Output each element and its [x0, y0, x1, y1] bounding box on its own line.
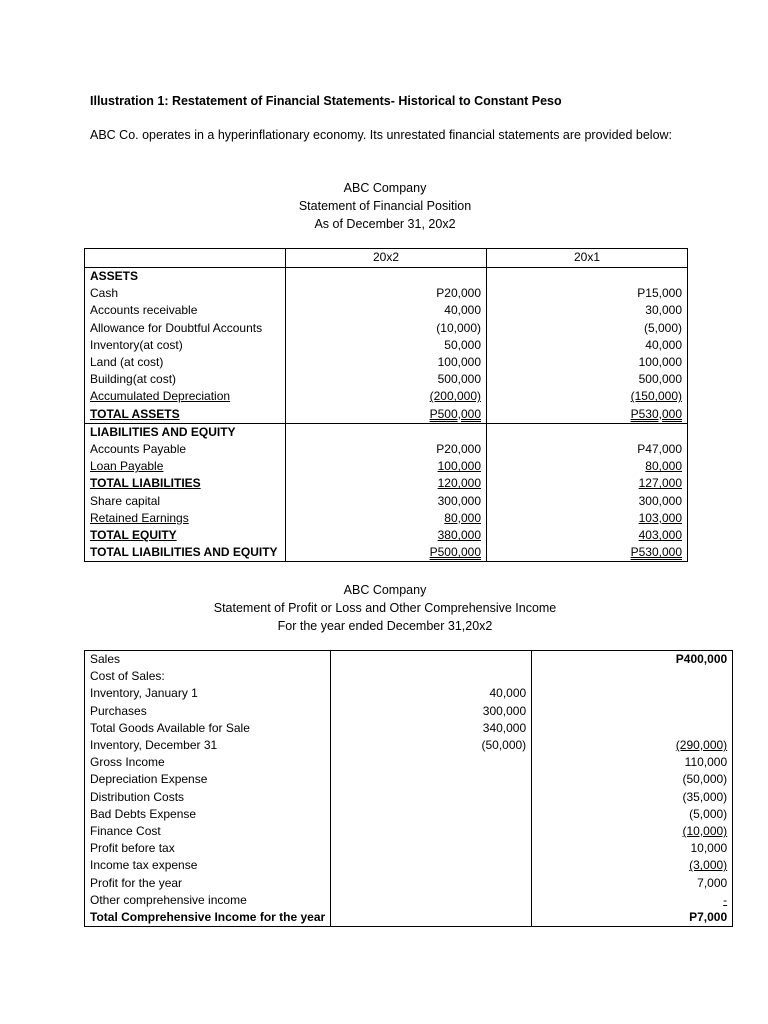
table-row	[85, 423, 688, 441]
table-row	[85, 668, 733, 685]
row-label: Purchases	[85, 703, 331, 720]
row-value-detail	[331, 789, 532, 806]
row-value-20x2: 50,000	[286, 337, 487, 354]
spl-date: For the year ended December 31,20x2	[277, 619, 493, 633]
row-value-20x2	[286, 268, 487, 286]
row-value-20x2: 100,000	[286, 354, 487, 371]
row-label: Accounts Payable	[85, 441, 286, 458]
table-row	[85, 388, 688, 405]
value-text: P500,000	[429, 545, 481, 560]
row-label-text: Accumulated Depreciation	[90, 389, 231, 404]
row-label	[85, 458, 286, 475]
row-label: Depreciation Expense	[85, 771, 331, 788]
value-text: 403,000	[638, 528, 682, 543]
row-label	[85, 388, 286, 405]
row-value-20x2: 500,000	[286, 371, 487, 388]
row-label: Cost of Sales:	[85, 668, 331, 685]
row-value-20x2: P20,000	[286, 441, 487, 458]
row-value-20x1	[487, 544, 688, 562]
table-row	[85, 806, 733, 823]
table-row	[85, 510, 688, 527]
row-label-text: TOTAL LIABILITIES	[90, 476, 201, 491]
row-value-20x2: 40,000	[286, 302, 487, 319]
value-text: -	[723, 892, 728, 907]
table-row	[85, 320, 688, 337]
row-value-detail: 300,000	[331, 703, 532, 720]
row-value-total	[532, 823, 733, 840]
row-value-detail: 340,000	[331, 720, 532, 737]
table-row	[85, 406, 688, 424]
row-label: Total Goods Available for Sale	[85, 720, 331, 737]
table-row	[85, 458, 688, 475]
row-value-20x1: (5,000)	[487, 320, 688, 337]
row-value-20x2	[286, 510, 487, 527]
sfp-company: ABC Company	[343, 181, 427, 195]
row-value-total: P7,000	[532, 909, 733, 927]
table-row	[85, 823, 733, 840]
row-value-total	[532, 720, 733, 737]
row-value-detail: (50,000)	[331, 737, 532, 754]
row-label-text: TOTAL ASSETS	[90, 406, 180, 421]
table-row	[85, 840, 733, 857]
row-value-total: (50,000)	[532, 771, 733, 788]
table-row	[85, 857, 733, 874]
row-value-20x2	[286, 544, 487, 562]
table-row	[85, 651, 733, 669]
table-row	[85, 789, 733, 806]
sfp-header-row	[85, 249, 688, 268]
row-value-20x1: P47,000	[487, 441, 688, 458]
row-value-20x2: P20,000	[286, 285, 487, 302]
row-value-total	[532, 668, 733, 685]
row-value-20x2	[286, 475, 487, 492]
row-value-total: 110,000	[532, 754, 733, 771]
table-row	[85, 720, 733, 737]
row-label: Sales	[85, 651, 331, 669]
row-value-detail	[331, 771, 532, 788]
row-value-detail	[331, 668, 532, 685]
table-row	[85, 754, 733, 771]
value-text: P500,000	[429, 406, 481, 421]
row-label: Distribution Costs	[85, 789, 331, 806]
row-label: Cash	[85, 285, 286, 302]
row-label-text: TOTAL EQUITY	[90, 528, 177, 543]
value-text: 120,000	[437, 476, 481, 491]
row-value-20x2	[286, 406, 487, 424]
value-text: 100,000	[437, 459, 481, 474]
row-value-detail	[331, 823, 532, 840]
table-row	[85, 909, 733, 927]
row-value-total	[532, 892, 733, 909]
table-row	[85, 703, 733, 720]
row-label: Gross Income	[85, 754, 331, 771]
row-value-total: 7,000	[532, 875, 733, 892]
row-value-detail	[331, 857, 532, 874]
table-row	[85, 544, 688, 562]
row-value-20x1: 100,000	[487, 354, 688, 371]
row-label: TOTAL LIABILITIES AND EQUITY	[85, 544, 286, 562]
row-label-text: Retained Earnings	[90, 510, 189, 525]
sfp-heading	[84, 179, 686, 233]
table-row	[85, 527, 688, 544]
sfp-col-20x2: 20x2	[286, 249, 487, 268]
table-row	[85, 475, 688, 492]
row-value-total	[532, 703, 733, 720]
row-value-detail	[331, 875, 532, 892]
row-label: Building(at cost)	[85, 371, 286, 388]
value-text: P530,000	[630, 406, 682, 421]
value-text: 380,000	[437, 528, 481, 543]
row-value-20x1: P15,000	[487, 285, 688, 302]
sfp-table	[84, 248, 688, 562]
row-label: Profit for the year	[85, 875, 331, 892]
sfp-statement-title: Statement of Financial Position	[298, 199, 472, 213]
row-value-total: (5,000)	[532, 806, 733, 823]
row-value-20x1	[487, 510, 688, 527]
value-text: (290,000)	[675, 738, 728, 753]
row-label: ASSETS	[85, 268, 286, 286]
row-value-detail	[331, 909, 532, 927]
row-label	[85, 527, 286, 544]
value-text: P530,000	[630, 545, 682, 560]
row-label: Bad Debts Expense	[85, 806, 331, 823]
table-row	[85, 337, 688, 354]
row-label-text: Loan Payable	[90, 459, 164, 474]
spl-statement-title: Statement of Profit or Loss and Other Comprehensive Income	[213, 601, 557, 615]
row-value-20x1	[487, 527, 688, 544]
table-row	[85, 371, 688, 388]
row-label: Other comprehensive income	[85, 892, 331, 909]
spl-table	[84, 650, 733, 927]
row-value-20x1	[487, 458, 688, 475]
row-value-detail: 40,000	[331, 685, 532, 702]
row-label: Allowance for Doubtful Accounts	[85, 320, 286, 337]
row-label: Total Comprehensive Income for the year	[85, 909, 331, 927]
table-row	[85, 892, 733, 909]
row-label: Share capital	[85, 493, 286, 510]
row-value-total: 10,000	[532, 840, 733, 857]
row-value-20x1	[487, 475, 688, 492]
row-value-20x1	[487, 388, 688, 405]
row-value-detail	[331, 806, 532, 823]
row-value-20x2	[286, 423, 487, 441]
row-label: Inventory(at cost)	[85, 337, 286, 354]
row-value-total	[532, 685, 733, 702]
value-text: 103,000	[638, 510, 682, 525]
row-value-20x1: 30,000	[487, 302, 688, 319]
row-label: Land (at cost)	[85, 354, 286, 371]
value-text: (3,000)	[689, 858, 728, 873]
row-value-20x2: 300,000	[286, 493, 487, 510]
table-row	[85, 441, 688, 458]
row-value-20x1: 300,000	[487, 493, 688, 510]
row-value-total: (35,000)	[532, 789, 733, 806]
row-value-total	[532, 857, 733, 874]
row-label: LIABILITIES AND EQUITY	[85, 423, 286, 441]
row-value-20x1: 40,000	[487, 337, 688, 354]
row-label: Accounts receivable	[85, 302, 286, 319]
row-value-20x1	[487, 406, 688, 424]
table-row	[85, 354, 688, 371]
value-text: (200,000)	[429, 389, 481, 404]
row-value-total: P400,000	[532, 651, 733, 669]
value-text: (150,000)	[630, 389, 682, 404]
row-value-20x2	[286, 388, 487, 405]
table-row	[85, 771, 733, 788]
row-label: Inventory, January 1	[85, 685, 331, 702]
row-label	[85, 406, 286, 424]
table-row	[85, 302, 688, 319]
document-title: Illustration 1: Restatement of Financial Statements- Historical to Constant Peso	[90, 94, 562, 108]
row-value-detail	[331, 840, 532, 857]
table-row	[85, 685, 733, 702]
value-text: 80,000	[645, 459, 682, 474]
spl-heading	[84, 581, 686, 635]
row-label: Profit before tax	[85, 840, 331, 857]
row-label	[85, 475, 286, 492]
row-label: Income tax expense	[85, 857, 331, 874]
row-value-20x2	[286, 458, 487, 475]
table-row	[85, 285, 688, 302]
sfp-date: As of December 31, 20x2	[314, 217, 456, 231]
value-text: (10,000)	[682, 824, 728, 839]
table-row	[85, 737, 733, 754]
row-value-detail	[331, 754, 532, 771]
table-row	[85, 875, 733, 892]
row-label: Inventory, December 31	[85, 737, 331, 754]
row-label: Finance Cost	[85, 823, 331, 840]
row-value-20x1: 500,000	[487, 371, 688, 388]
row-value-20x1	[487, 423, 688, 441]
sfp-col-20x1: 20x1	[487, 249, 688, 268]
spl-company: ABC Company	[343, 583, 427, 597]
row-value-20x2: (10,000)	[286, 320, 487, 337]
value-text: 127,000	[638, 476, 682, 491]
intro-paragraph: ABC Co. operates in a hyperinflationary economy. Its unrestated financial statements are provided below:	[90, 128, 673, 142]
value-text: 80,000	[444, 510, 481, 525]
row-label	[85, 510, 286, 527]
row-value-20x2	[286, 527, 487, 544]
row-value-total	[532, 737, 733, 754]
row-value-detail	[331, 651, 532, 669]
row-value-detail	[331, 892, 532, 909]
table-row	[85, 493, 688, 510]
row-value-20x1	[487, 268, 688, 286]
table-row	[85, 268, 688, 286]
sfp-header-blank	[85, 249, 286, 268]
